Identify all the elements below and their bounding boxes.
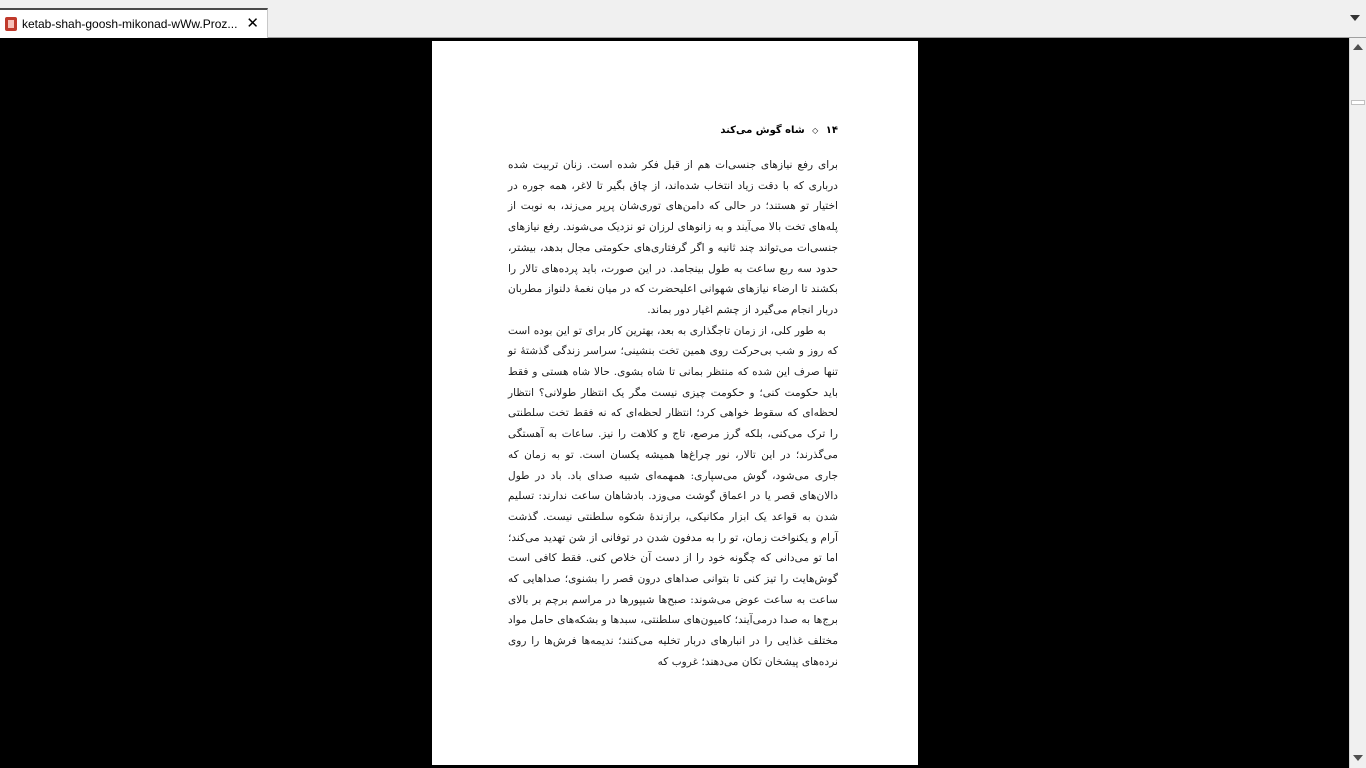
- header-separator-icon: ◇: [812, 126, 819, 135]
- vertical-scrollbar[interactable]: [1349, 38, 1366, 768]
- page-number: ۱۴: [825, 125, 838, 136]
- page-body-text: [508, 155, 838, 673]
- document-tab-title[interactable]: ketab-shah-goosh-mikonad-wWw.Proz...: [22, 17, 238, 31]
- close-tab-icon[interactable]: ✕: [246, 14, 259, 32]
- book-title: شاه گوش می‌کند: [720, 125, 805, 136]
- paragraph: برای رفع نیازهای جنسی‌ات هم از قبل فکر شده است. زنان تربیت شده درباری که با دقت زیاد انتخاب شده‌اند، از چاق بگیر تا لاغر، همه جوره در اختیار تو هستند؛ در حالی که دامن‌های توری‌شان پرپر می‌زند، به نوبت از پله‌های تخت بالا می‌آیند و به زانوهای لرزان تو نزدیک می‌شوند. رفع نیازهای جنسی‌ات می‌تواند چند ثانیه و اگر گرفتاری‌های حکومتی مجال بدهد، بیشتر، حدود سه ربع ساعت به طول بینجامد. در این صورت، باید پرده‌های تالار را بکشند تا ارضاء نیازهای شهوانی اعلیحضرت که در میان نغمهٔ دلنواز مطربان دربار انجام می‌گیرد از چشم اغیار دور بماند.: [508, 159, 838, 316]
- running-header: [720, 125, 838, 136]
- scroll-thumb[interactable]: [1351, 100, 1365, 105]
- scroll-down-arrow-icon[interactable]: [1352, 752, 1364, 764]
- tab-list-dropdown-icon[interactable]: [1350, 15, 1360, 21]
- pdf-file-icon: [5, 17, 17, 31]
- scroll-up-arrow-icon[interactable]: [1352, 42, 1364, 54]
- document-viewer[interactable]: [0, 38, 1349, 768]
- tab-bar: [0, 0, 1366, 38]
- pdf-page: [432, 41, 918, 765]
- document-tab[interactable]: [0, 8, 268, 38]
- paragraph: به طور کلی، از زمان تاجگذاری به بعد، بهترین کار برای تو این بوده است که روز و شب بی‌حرکت روی همین تخت بنشینی؛ سراسر زندگی گذشتهٔ تو تنها صرف این شده که منتظر بمانی تا شاه بشوی. حالا شاه هستی و فقط باید حکومت کنی؛ و حکومت چیزی نیست مگر یک انتظار طولانی؟ انتظار لحظه‌ای که سقوط خواهی کرد؛ انتظار لحظه‌ای که نه فقط تخت سلطنتی را ترک می‌کنی، بلکه گرز مرصع، تاج و کلاهت را نیز. ساعات به آهستگی می‌گذرند؛ در این تالار، نور چراغ‌ها همیشه یکسان است. تو به زمان که جاری می‌شود، گوش می‌سپاری: همهمه‌ای شبیه صدای باد. باد در طول دالان‌های قصر یا در اعماق گوشت می‌وزد. بادشاهان ساعت ندارند: تسلیم شدن به قواعد یک ابزار مکانیکی، برازندهٔ شکوه سلطنتی نیست. گذشت آرام و یکنواخت زمان، تو را به مدفون شدن در توفانی از شن تهدید می‌کند؛ اما تو می‌دانی که چگونه خود را از دست آن خلاص کنی. فقط کافی است گوش‌هایت را تیز کنی تا بتوانی صداهای درون قصر را بشنوی؛ صداهایی که ساعت به ساعت عوض می‌شوند: صبح‌ها شیپورها در مراسم برچم بر بالای برج‌ها به صدا درمی‌آیند؛ کامیون‌های سلطنتی، سبدها و بشکه‌های حامل مواد مختلف غذایی را در انبارهای دربار تخلیه می‌کنند؛ ندیمه‌ها فرش‌ها را روی نرده‌های پیشخان تکان می‌دهند؛ غروب که: [508, 324, 838, 668]
